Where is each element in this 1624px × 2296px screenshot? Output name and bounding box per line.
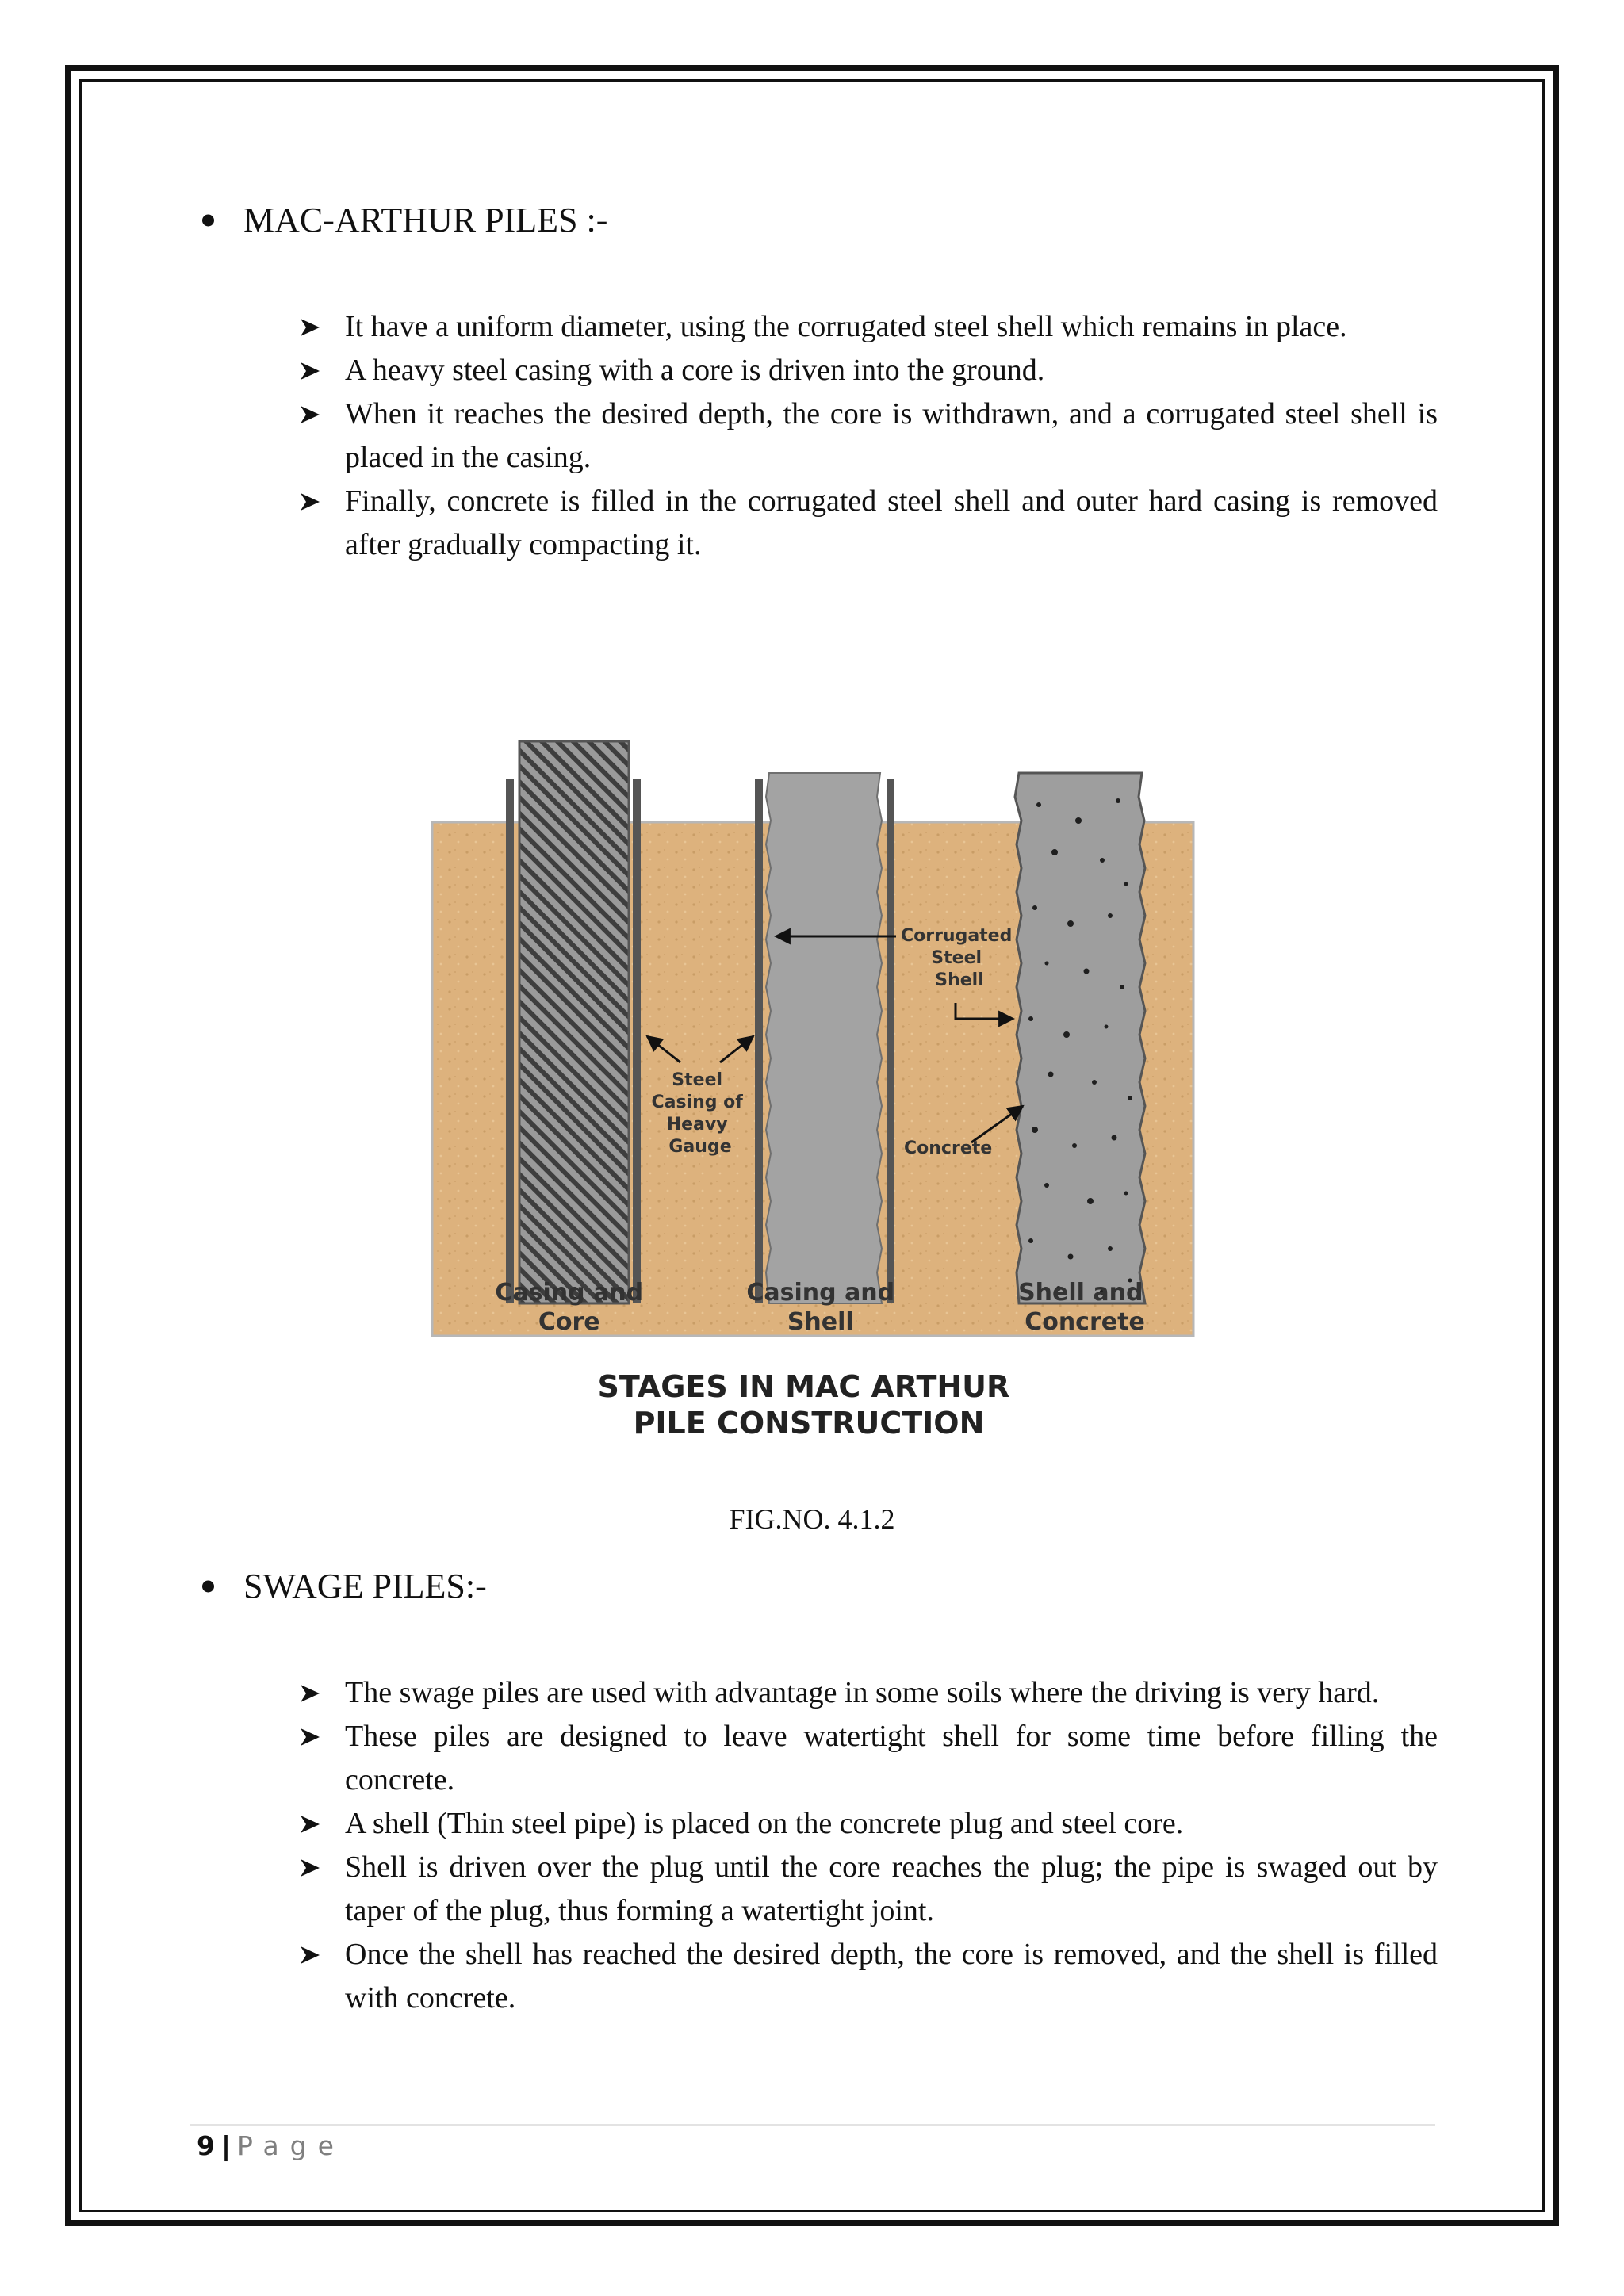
- figure-caption: FIG.NO. 4.1.2: [729, 1503, 895, 1535]
- footer-separator: |: [220, 2130, 232, 2161]
- list-item: These piles are designed to leave watertight shell for some time before filling the concrete.: [345, 1715, 1438, 1802]
- page-footer: [197, 2130, 345, 2161]
- list-item: The swage piles are used with advantage in some soils where the driving is very hard.: [345, 1671, 1438, 1715]
- mac-arthur-pile-figure: [428, 725, 1205, 1439]
- arrowhead-bullet-icon: [300, 392, 320, 436]
- label-corrugated-3: Shell: [935, 970, 984, 990]
- list-item: It have a uniform diameter, using the corrugated steel shell which remains in place.: [345, 305, 1438, 349]
- label-corrugated-2: Steel: [931, 948, 982, 968]
- arrowhead-bullet-icon: [300, 305, 320, 349]
- stage1-label-1: Casing and: [495, 1279, 644, 1307]
- figure-title-2: PILE CONSTRUCTION: [633, 1406, 985, 1439]
- arrowhead-bullet-icon: [300, 1802, 320, 1846]
- arrowhead-bullet-icon: [300, 1671, 320, 1715]
- arrowhead-bullet-icon: [300, 1846, 320, 1889]
- arrowhead-bullet-icon: [300, 1715, 320, 1758]
- label-casing-2: Casing of: [651, 1093, 743, 1112]
- steel-casing-left-2: [755, 779, 763, 1303]
- swage-list: [345, 1671, 1438, 2020]
- section-title: MAC-ARTHUR PILES :-: [243, 201, 608, 239]
- page-label: Page: [237, 2130, 345, 2161]
- label-corrugated-1: Corrugated: [900, 926, 1013, 946]
- page-number: 9: [197, 2130, 215, 2161]
- list-item: Shell is driven over the plug until the core reaches the plug; the pipe is swaged out by taper of the plug, thus forming a watertight joint.: [345, 1846, 1438, 1933]
- stage3-label-2: Concrete: [1025, 1308, 1145, 1336]
- concrete-shell: [1015, 773, 1145, 1303]
- bullet-dot-icon: [202, 1580, 214, 1592]
- section-title: SWAGE PILES:-: [243, 1567, 487, 1605]
- arrowhead-bullet-icon: [300, 349, 320, 392]
- list-item: Finally, concrete is filled in the corrugated steel shell and outer hard casing is removed after gradually compacting it.: [345, 480, 1438, 567]
- stage3-label-1: Shell and: [1018, 1279, 1143, 1307]
- label-casing-4: Gauge: [668, 1137, 732, 1157]
- label-casing-3: Heavy: [666, 1115, 728, 1135]
- mac-arthur-list: [345, 305, 1438, 567]
- svg-text:STAGES IN MAC ARTHUR PIL: [597, 1369, 1020, 1439]
- section-heading-mac-arthur: [243, 200, 607, 240]
- bullet-dot-icon: [202, 214, 214, 226]
- steel-casing-right: [633, 779, 641, 1303]
- label-concrete: Concrete: [904, 1138, 993, 1158]
- arrowhead-bullet-icon: [300, 480, 320, 523]
- figure-title-1: STAGES IN MAC ARTHUR: [597, 1369, 1010, 1404]
- arrowhead-bullet-icon: [300, 1933, 320, 1976]
- footer-rule: [190, 2124, 1435, 2126]
- steel-casing-left: [506, 779, 514, 1303]
- list-item: A shell (Thin steel pipe) is placed on the concrete plug and steel core.: [345, 1802, 1438, 1846]
- stage2-label-2: Shell: [787, 1308, 854, 1336]
- stage1-label-2: Core: [538, 1308, 600, 1336]
- label-casing-1: Steel: [672, 1070, 723, 1090]
- section-heading-swage: [243, 1566, 487, 1606]
- corrugated-shell: [766, 773, 882, 1303]
- list-item: A heavy steel casing with a core is driven into the ground.: [345, 349, 1438, 392]
- steel-casing-right-2: [887, 779, 894, 1303]
- list-item: When it reaches the desired depth, the core is withdrawn, and a corrugated steel shell is placed in the casing.: [345, 392, 1438, 480]
- hatched-core: [519, 741, 629, 1303]
- list-item: Once the shell has reached the desired depth, the core is removed, and the shell is filled with concrete.: [345, 1933, 1438, 2020]
- stage2-label-1: Casing and: [746, 1279, 895, 1307]
